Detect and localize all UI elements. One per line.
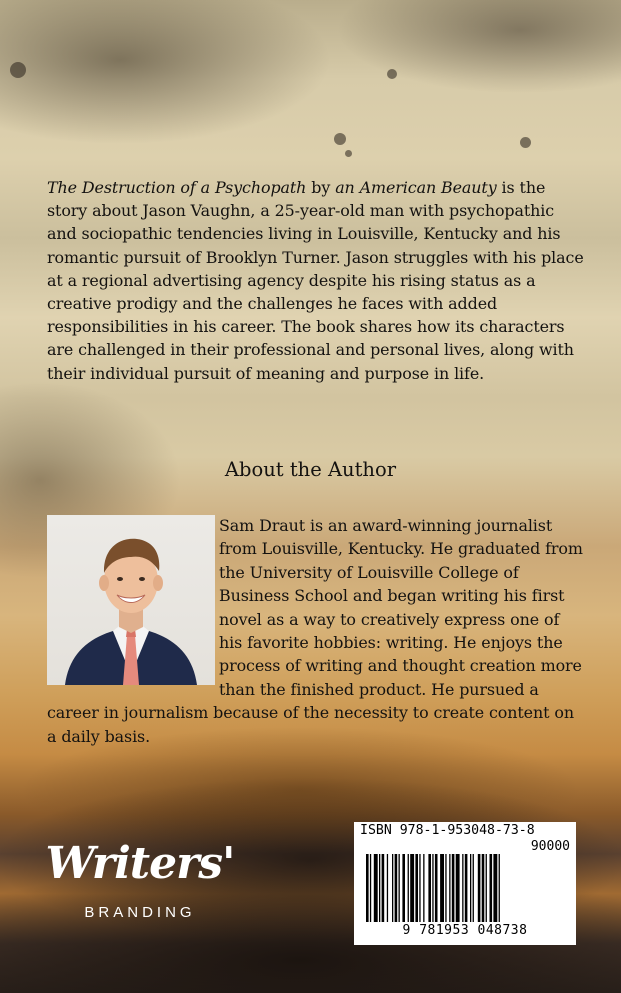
barcode-number: 9 781953 048738 [402,923,528,938]
barcode-bar [402,854,405,922]
barcode-bar [428,854,431,922]
isbn-label: ISBN 978-1-953048-73-8 [360,823,535,838]
barcode-bar [456,854,460,922]
publisher-logo-wordmark: Writers' [45,838,235,889]
stain [387,69,397,79]
publisher-logo-subtitle: BRANDING [84,904,196,921]
barcode-bar [470,854,471,922]
barcode-bar [486,854,487,922]
stain [345,150,352,157]
book-title-by: by [306,178,336,197]
barcode-bar [478,854,481,922]
barcode-bar [432,854,433,922]
barcode-bar [399,854,400,922]
barcode-bar [410,854,414,922]
barcode-bar [452,854,455,922]
stain [334,133,346,145]
about-author-heading: About the Author [224,458,397,481]
stain [10,62,26,78]
barcode-bar [415,854,418,922]
barcode-bar [408,854,409,922]
author-bio-text: Sam Draut is an award-winning journalist from Louisville, Kentucky. He graduated from the University of Louisville College of Business School and began writing his first novel as a way to creatively express one of his favorite hobbies: writing. He enjoys the process of writing and thought creation more than the finished product. He pursued a career in journalism because of the necessity to create content on a daily basis. [47,516,583,746]
barcode-bar [482,854,485,922]
stain [520,137,531,148]
barcode-bar [462,854,463,922]
book-title-part-1: The Destruction of a Psychopath [47,178,307,197]
barcode-bar [370,854,371,922]
barcode-bar [465,854,468,922]
barcode-bar [445,854,446,922]
book-blurb [47,176,587,385]
blurb-text: is the story about Jason Vaughn, a 25-year-old man with psychopathic and sociopathic tendencies living in Louisville, Kentucky and his romantic pursuit of Brooklyn Turner. Jason struggles with his place at a regional advertising agency despite his rising status as a creative prodigy and the challenges he faces with added responsibilities in his career. The book shares how its characters are challenged in their professional and personal lives, along with their individual pursuit of meaning and purpose in life. [47,178,584,383]
barcode-bar [499,854,500,922]
barcode-bar [435,854,438,922]
barcode-bar [493,854,497,922]
barcode-bar [379,854,380,922]
publisher-logo [45,838,235,928]
barcode-bar [382,854,385,922]
book-title-part-2: an American Beauty [335,178,497,197]
barcode-bar [419,854,420,922]
price-code: 90000 [530,839,570,854]
author-bio [47,514,587,748]
barcode-bar [440,854,444,922]
barcode-bar [395,854,398,922]
barcode-bar [423,854,424,922]
barcode-bar [490,854,493,922]
barcode-bars-icon [366,854,566,922]
barcode-bar [392,854,393,922]
barcode-bar [473,854,474,922]
barcode-bar [366,854,369,922]
barcode-bar [374,854,378,922]
isbn-barcode [354,822,576,945]
barcode-bar [387,854,388,922]
barcode-bar [449,854,450,922]
